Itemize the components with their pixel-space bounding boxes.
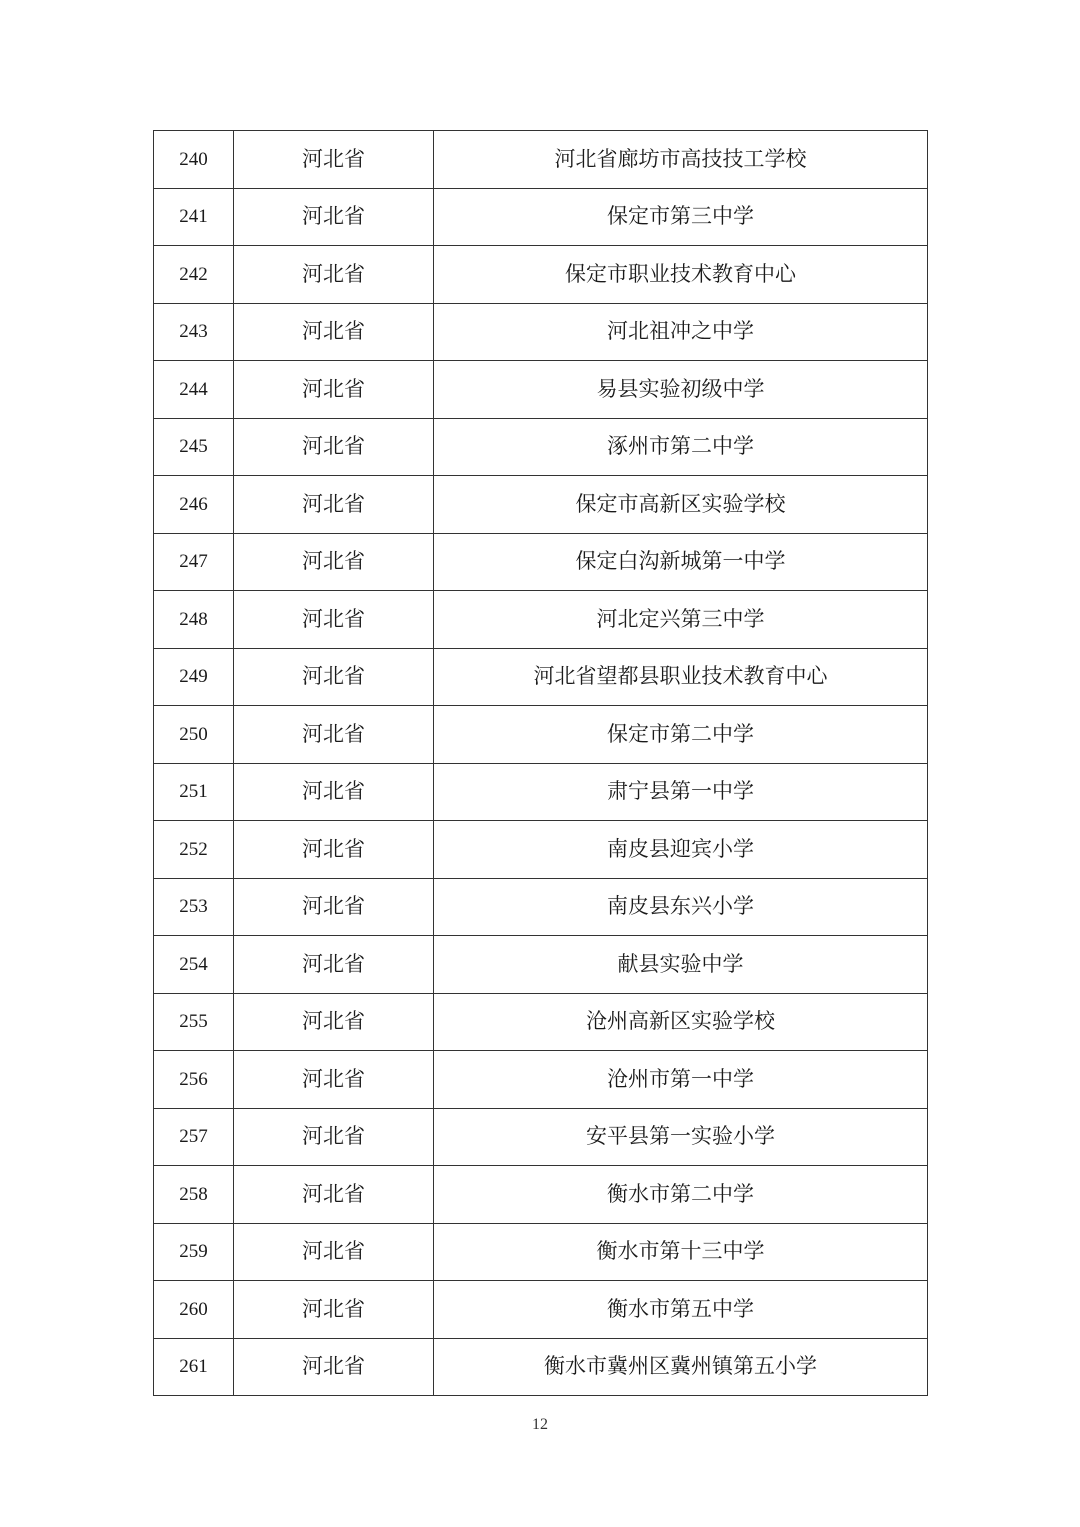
school-name-cell: 肃宁县第一中学 bbox=[434, 763, 928, 821]
school-name-cell: 献县实验中学 bbox=[434, 936, 928, 994]
row-number-cell: 244 bbox=[154, 361, 234, 419]
province-cell: 河北省 bbox=[234, 533, 434, 591]
school-name-cell: 河北省廊坊市高技技工学校 bbox=[434, 131, 928, 189]
row-number-cell: 240 bbox=[154, 131, 234, 189]
row-number-cell: 248 bbox=[154, 591, 234, 649]
table-row bbox=[154, 303, 928, 361]
table-row bbox=[154, 361, 928, 419]
row-number-cell: 241 bbox=[154, 188, 234, 246]
school-name-cell: 河北祖冲之中学 bbox=[434, 303, 928, 361]
row-number-cell: 242 bbox=[154, 246, 234, 304]
province-cell: 河北省 bbox=[234, 936, 434, 994]
row-number-cell: 246 bbox=[154, 476, 234, 534]
school-name-cell: 保定市第二中学 bbox=[434, 706, 928, 764]
table-row bbox=[154, 936, 928, 994]
table-row bbox=[154, 1281, 928, 1339]
province-cell: 河北省 bbox=[234, 1281, 434, 1339]
school-name-cell: 安平县第一实验小学 bbox=[434, 1108, 928, 1166]
table-row bbox=[154, 706, 928, 764]
row-number-cell: 245 bbox=[154, 418, 234, 476]
school-name-cell: 南皮县东兴小学 bbox=[434, 878, 928, 936]
province-cell: 河北省 bbox=[234, 418, 434, 476]
school-name-cell: 衡水市第十三中学 bbox=[434, 1223, 928, 1281]
school-name-cell: 保定市第三中学 bbox=[434, 188, 928, 246]
province-cell: 河北省 bbox=[234, 303, 434, 361]
school-list-table bbox=[153, 130, 928, 1396]
row-number-cell: 250 bbox=[154, 706, 234, 764]
row-number-cell: 255 bbox=[154, 993, 234, 1051]
row-number-cell: 257 bbox=[154, 1108, 234, 1166]
province-cell: 河北省 bbox=[234, 1166, 434, 1224]
table-row bbox=[154, 131, 928, 189]
table-row bbox=[154, 1223, 928, 1281]
province-cell: 河北省 bbox=[234, 993, 434, 1051]
province-cell: 河北省 bbox=[234, 878, 434, 936]
table-row bbox=[154, 821, 928, 879]
province-cell: 河北省 bbox=[234, 763, 434, 821]
table-row bbox=[154, 1166, 928, 1224]
school-name-cell: 衡水市第五中学 bbox=[434, 1281, 928, 1339]
row-number-cell: 249 bbox=[154, 648, 234, 706]
table-row bbox=[154, 591, 928, 649]
table-row bbox=[154, 246, 928, 304]
school-name-cell: 保定白沟新城第一中学 bbox=[434, 533, 928, 591]
row-number-cell: 252 bbox=[154, 821, 234, 879]
table-row bbox=[154, 993, 928, 1051]
table-row bbox=[154, 1338, 928, 1396]
province-cell: 河北省 bbox=[234, 246, 434, 304]
row-number-cell: 254 bbox=[154, 936, 234, 994]
school-name-cell: 保定市高新区实验学校 bbox=[434, 476, 928, 534]
row-number-cell: 261 bbox=[154, 1338, 234, 1396]
province-cell: 河北省 bbox=[234, 361, 434, 419]
province-cell: 河北省 bbox=[234, 648, 434, 706]
province-cell: 河北省 bbox=[234, 1338, 434, 1396]
row-number-cell: 260 bbox=[154, 1281, 234, 1339]
row-number-cell: 253 bbox=[154, 878, 234, 936]
school-name-cell: 衡水市冀州区冀州镇第五小学 bbox=[434, 1338, 928, 1396]
row-number-cell: 259 bbox=[154, 1223, 234, 1281]
school-name-cell: 保定市职业技术教育中心 bbox=[434, 246, 928, 304]
row-number-cell: 243 bbox=[154, 303, 234, 361]
table-row bbox=[154, 476, 928, 534]
province-cell: 河北省 bbox=[234, 1108, 434, 1166]
table-row bbox=[154, 648, 928, 706]
page-number: 12 bbox=[532, 1416, 548, 1433]
school-name-cell: 河北省望都县职业技术教育中心 bbox=[434, 648, 928, 706]
province-cell: 河北省 bbox=[234, 591, 434, 649]
table-row bbox=[154, 1051, 928, 1109]
table-row bbox=[154, 533, 928, 591]
table-row bbox=[154, 188, 928, 246]
province-cell: 河北省 bbox=[234, 476, 434, 534]
province-cell: 河北省 bbox=[234, 1223, 434, 1281]
school-name-cell: 沧州市第一中学 bbox=[434, 1051, 928, 1109]
province-cell: 河北省 bbox=[234, 821, 434, 879]
province-cell: 河北省 bbox=[234, 1051, 434, 1109]
row-number-cell: 258 bbox=[154, 1166, 234, 1224]
table-row bbox=[154, 1108, 928, 1166]
school-name-cell: 衡水市第二中学 bbox=[434, 1166, 928, 1224]
province-cell: 河北省 bbox=[234, 706, 434, 764]
school-name-cell: 沧州高新区实验学校 bbox=[434, 993, 928, 1051]
row-number-cell: 256 bbox=[154, 1051, 234, 1109]
table-row bbox=[154, 878, 928, 936]
row-number-cell: 247 bbox=[154, 533, 234, 591]
school-name-cell: 易县实验初级中学 bbox=[434, 361, 928, 419]
province-cell: 河北省 bbox=[234, 188, 434, 246]
table-row bbox=[154, 418, 928, 476]
table-body bbox=[154, 131, 928, 1396]
province-cell: 河北省 bbox=[234, 131, 434, 189]
school-name-cell: 南皮县迎宾小学 bbox=[434, 821, 928, 879]
table-row bbox=[154, 763, 928, 821]
row-number-cell: 251 bbox=[154, 763, 234, 821]
school-name-cell: 涿州市第二中学 bbox=[434, 418, 928, 476]
school-name-cell: 河北定兴第三中学 bbox=[434, 591, 928, 649]
